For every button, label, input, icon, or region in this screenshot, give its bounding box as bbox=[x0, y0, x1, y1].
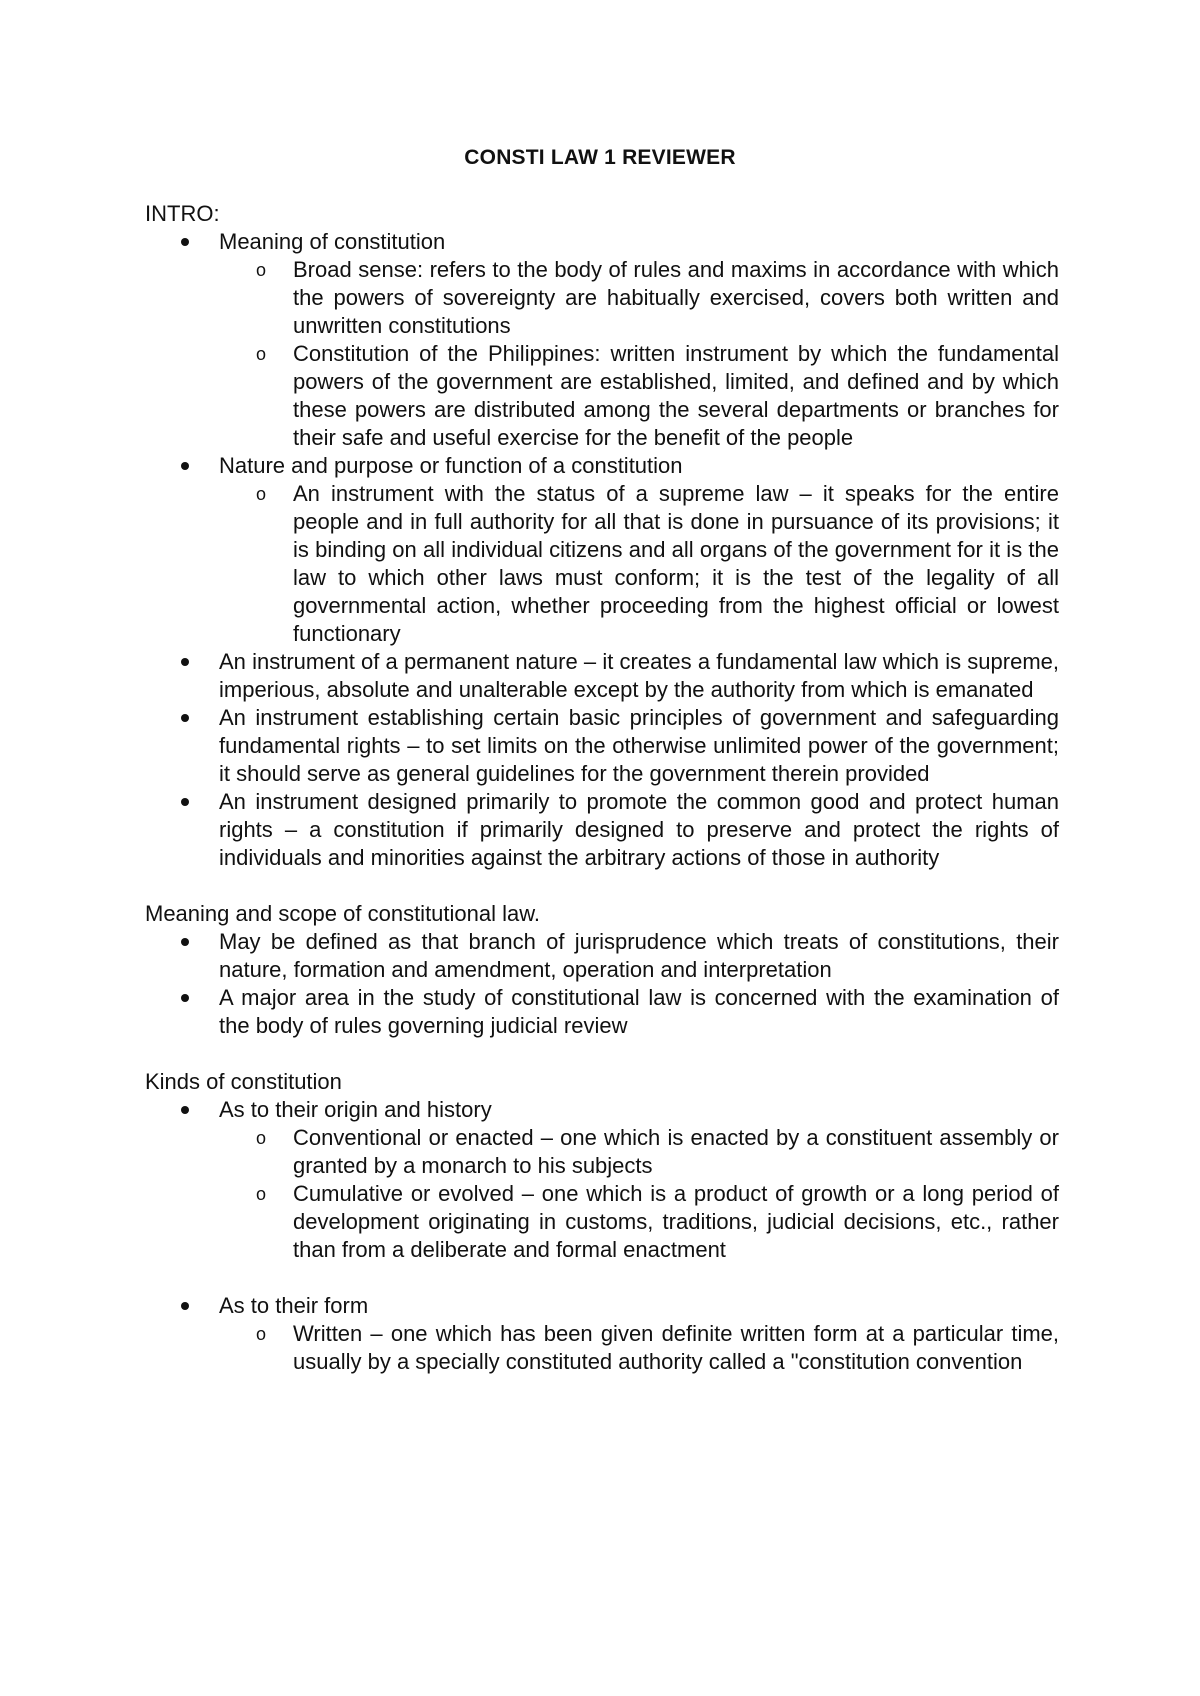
bullet-disc-icon bbox=[181, 1302, 189, 1310]
bullet-disc-icon bbox=[181, 1106, 189, 1114]
kinds-list bbox=[145, 1096, 1059, 1376]
intro-list bbox=[145, 228, 1059, 872]
document-body bbox=[145, 200, 1059, 1376]
bullet-disc-icon bbox=[181, 994, 189, 1002]
bullet-circle-icon: o bbox=[256, 1128, 267, 1148]
list-item bbox=[145, 648, 1059, 704]
list-item bbox=[145, 1096, 1059, 1124]
sub-list-item-text: Broad sense: refers to the body of rules and maxims in accordance with which the powers of sovereignty are habitually exercised, covers both written and unwritten constitutions bbox=[293, 257, 1059, 338]
sub-list-item bbox=[145, 340, 1059, 452]
section-heading-scope: Meaning and scope of constitutional law. bbox=[145, 901, 541, 926]
sub-list-item bbox=[145, 1180, 1059, 1264]
bullet-circle-icon: o bbox=[256, 484, 267, 504]
list-item bbox=[145, 452, 1059, 480]
bullet-disc-icon bbox=[181, 938, 189, 946]
list-item-text: Nature and purpose or function of a constitution bbox=[219, 453, 683, 478]
blank-line bbox=[145, 1264, 1059, 1292]
bullet-disc-icon bbox=[181, 238, 189, 246]
list-item-text: An instrument of a permanent nature – it creates a fundamental law which is supreme, imperious, absolute and unalterable except by the authority from which is emanated bbox=[219, 649, 1059, 702]
list-item-text: Meaning of constitution bbox=[219, 229, 446, 254]
list-item bbox=[145, 928, 1059, 984]
section-heading-kinds: Kinds of constitution bbox=[145, 1069, 342, 1094]
list-item-text: As to their form bbox=[219, 1293, 369, 1318]
section-spacer bbox=[145, 1040, 1059, 1068]
sub-list-item-text: Cumulative or evolved – one which is a product of growth or a long period of development originating in customs, traditions, judicial decisions, etc., rather than from a deliberate and formal enactment bbox=[293, 1181, 1059, 1262]
bullet-circle-icon: o bbox=[256, 1324, 267, 1344]
bullet-disc-icon bbox=[181, 462, 189, 470]
page-title: CONSTI LAW 1 REVIEWER bbox=[464, 146, 736, 169]
section-heading-intro: INTRO: bbox=[145, 201, 220, 226]
bullet-disc-icon bbox=[181, 714, 189, 722]
list-item bbox=[145, 788, 1059, 872]
bullet-circle-icon: o bbox=[256, 260, 267, 280]
scope-list bbox=[145, 928, 1059, 1040]
sub-list-item bbox=[145, 1124, 1059, 1180]
sub-list-item-text: Constitution of the Philippines: written instrument by which the fundamental powers of the government are established, limited, and defined and by which these powers are distributed among the several departments or branches for their safe and useful exercise for the benefit of the people bbox=[293, 341, 1059, 450]
section-spacer bbox=[145, 872, 1059, 900]
list-item-text: An instrument establishing certain basic principles of government and safeguarding fundamental rights – to set limits on the otherwise unlimited power of the government; it should serve as general guidelines for the government therein provided bbox=[219, 705, 1059, 786]
sub-list-item bbox=[145, 480, 1059, 648]
bullet-disc-icon bbox=[181, 798, 189, 806]
sub-list-item bbox=[145, 256, 1059, 340]
list-item bbox=[145, 704, 1059, 788]
sub-list-item-text: Conventional or enacted – one which is enacted by a constituent assembly or granted by a monarch to his subjects bbox=[293, 1125, 1059, 1178]
sub-list-item bbox=[145, 1320, 1059, 1376]
list-item-text: May be defined as that branch of jurisprudence which treats of constitutions, their nature, formation and amendment, operation and interpretation bbox=[219, 929, 1059, 982]
list-item bbox=[145, 228, 1059, 256]
list-item-text: As to their origin and history bbox=[219, 1097, 492, 1122]
bullet-disc-icon bbox=[181, 658, 189, 666]
bullet-circle-icon: o bbox=[256, 1184, 267, 1204]
bullet-circle-icon: o bbox=[256, 344, 267, 364]
sub-list-item-text: Written – one which has been given definite written form at a particular time, usually by a specially constituted authority called a "constitution convention bbox=[293, 1321, 1059, 1374]
sub-list-item-text: An instrument with the status of a supreme law – it speaks for the entire people and in full authority for all that is done in pursuance of its provisions; it is binding on all individual citizens and all organs of the government for it is the law to which other laws must conform; it is the test of the legality of all governmental action, whether proceeding from the highest official or lowest functionary bbox=[293, 481, 1059, 646]
list-item bbox=[145, 1292, 1059, 1320]
list-item bbox=[145, 984, 1059, 1040]
list-item-text: A major area in the study of constitutional law is concerned with the examination of the body of rules governing judicial review bbox=[219, 985, 1059, 1038]
list-item-text: An instrument designed primarily to promote the common good and protect human rights – a constitution if primarily designed to preserve and protect the rights of individuals and minorities against the arbitrary actions of those in authority bbox=[219, 789, 1059, 870]
